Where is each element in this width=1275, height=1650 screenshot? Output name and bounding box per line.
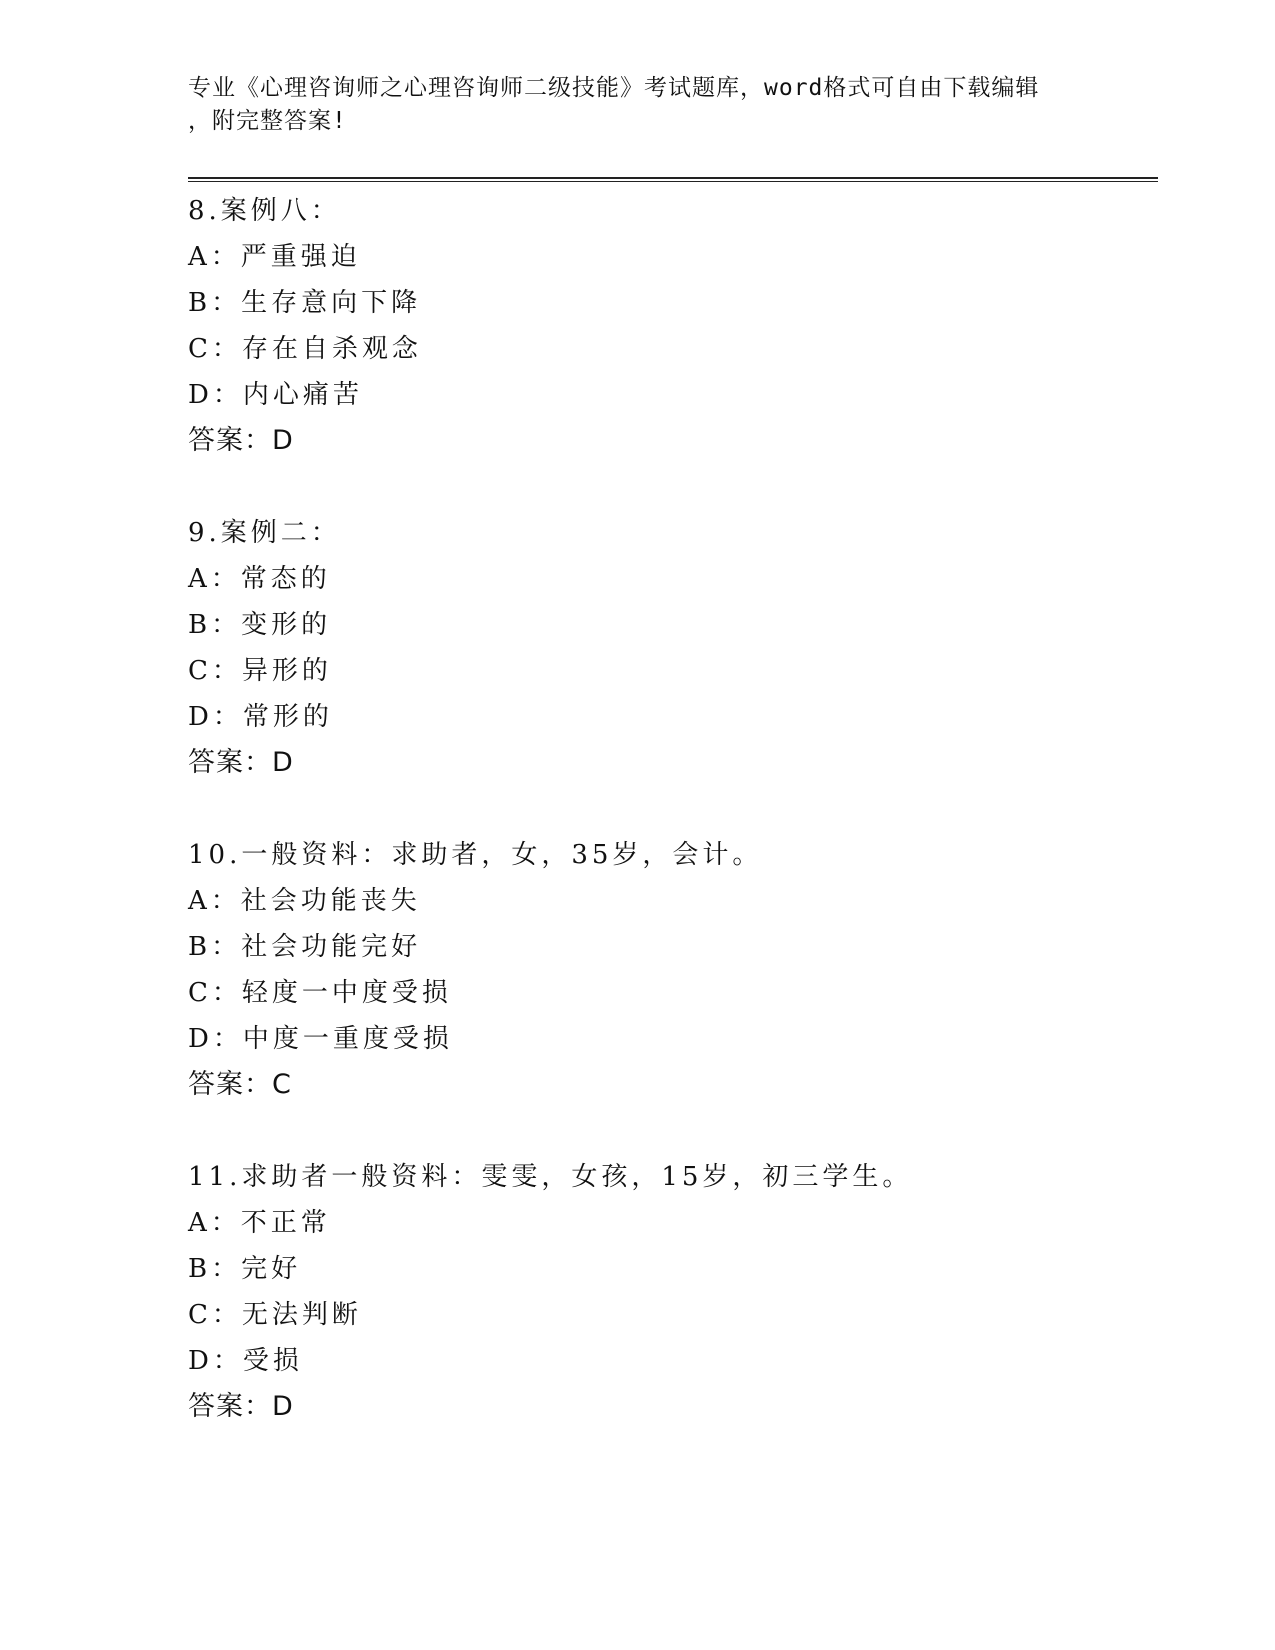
option-d: D：常形的: [188, 702, 333, 732]
question-stem: 8.案例八：: [188, 196, 341, 226]
question-stem: 10.一般资料：求助者，女，35岁，会计。: [188, 840, 763, 870]
header-divider: [188, 177, 1158, 182]
option-d: D：内心痛苦: [188, 380, 363, 410]
answer-line: 答案：D: [188, 1391, 294, 1422]
question-10: [188, 832, 1148, 1108]
document-header: [188, 72, 1088, 138]
question-11: [188, 1154, 1148, 1430]
question-list: [188, 188, 1148, 1476]
question-8: [188, 188, 1148, 464]
answer-line: 答案：D: [188, 747, 294, 778]
option-c: C：存在自杀观念: [188, 334, 422, 364]
option-b: B：完好: [188, 1254, 302, 1284]
option-b: B：变形的: [188, 610, 332, 640]
option-c: C：轻度一中度受损: [188, 978, 452, 1008]
question-stem: 11.求助者一般资料：雯雯，女孩，15岁，初三学生。: [188, 1162, 913, 1192]
option-b: B：生存意向下降: [188, 288, 422, 318]
question-stem: 9.案例二：: [188, 518, 341, 548]
option-d: D：中度一重度受损: [188, 1024, 453, 1054]
question-9: [188, 510, 1148, 786]
option-a: A：严重强迫: [188, 242, 361, 272]
option-a: A：常态的: [188, 564, 331, 594]
header-line-1: 专业《心理咨询师之心理咨询师二级技能》考试题库，word格式可自由下载编辑: [188, 75, 1040, 101]
answer-line: 答案：D: [188, 425, 294, 456]
option-c: C：异形的: [188, 656, 332, 686]
answer-line: 答案：C: [188, 1069, 292, 1100]
option-a: A：社会功能丧失: [188, 886, 421, 916]
option-d: D：受损: [188, 1346, 303, 1376]
header-line-2: ，附完整答案!: [188, 108, 347, 134]
option-c: C：无法判断: [188, 1300, 362, 1330]
option-a: A：不正常: [188, 1208, 331, 1238]
option-b: B：社会功能完好: [188, 932, 422, 962]
